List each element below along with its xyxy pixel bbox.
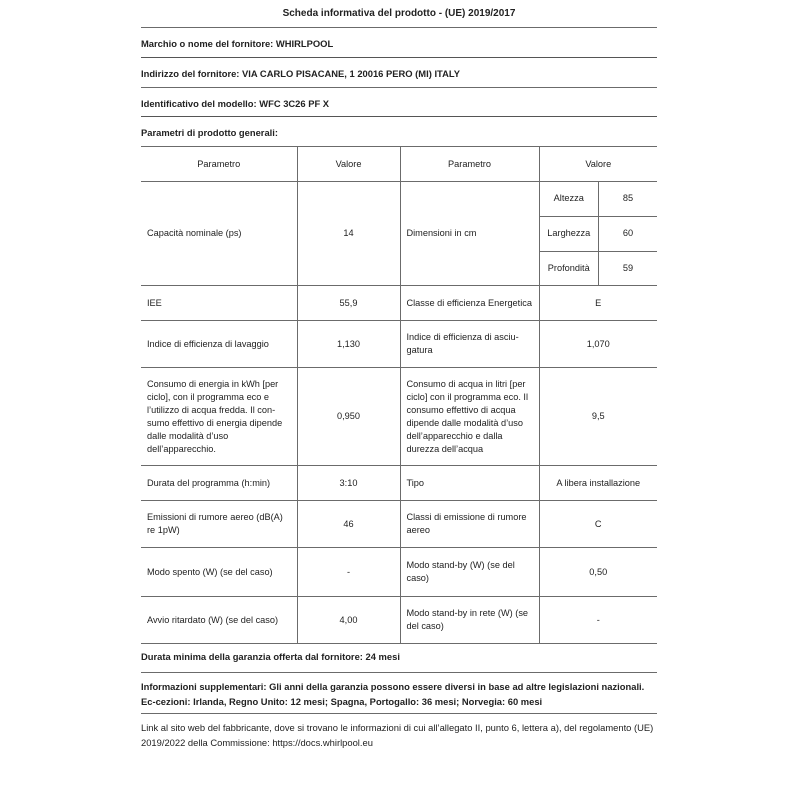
param-value: A libera installazione <box>539 466 657 501</box>
divider <box>141 27 657 28</box>
dimension-value: 59 <box>599 251 658 285</box>
dimensions-subtable <box>540 182 658 285</box>
supplementary-info: Informazioni supplementari: Gli anni della garanzia possono essere diversi in base ad altre legislazioni nazionali. Ec-cezioni: Irlanda, Regno Unito: 12 mesi; Spagna, Portogallo: 36 mesi; Norvegia: 60 mesi <box>141 681 645 707</box>
param-value: 0,50 <box>539 548 657 597</box>
param-value: 14 <box>297 182 400 286</box>
supplier-address: Indirizzo del fornitore: VIA CARLO PISACANE, 1 20016 PERO (MI) ITALY <box>141 68 460 79</box>
param-label: Durata del programma (h:min) <box>141 466 297 501</box>
param-value: 3:10 <box>297 466 400 501</box>
header-cell: Valore <box>539 147 657 182</box>
table-row <box>141 286 657 321</box>
param-label: Tipo <box>400 466 539 501</box>
divider <box>141 713 657 714</box>
table-row <box>141 321 657 368</box>
table-row <box>141 548 657 597</box>
header-cell: Parametro <box>400 147 539 182</box>
header-cell: Parametro <box>141 147 297 182</box>
param-value: - <box>297 548 400 597</box>
param-label: Modo stand-by (W) (se del caso) <box>400 548 539 597</box>
document-title: Scheda informativa del prodotto - (UE) 2019/2017 <box>282 8 516 19</box>
param-value: 46 <box>297 501 400 548</box>
header-cell: Valore <box>297 147 400 182</box>
table-header-row <box>141 147 657 182</box>
parameters-table <box>141 146 657 644</box>
param-value: C <box>539 501 657 548</box>
divider <box>141 672 657 673</box>
dimension-row <box>540 251 658 285</box>
param-label: Modo spento (W) (se del caso) <box>141 548 297 597</box>
dimension-label: Larghezza <box>540 216 599 251</box>
divider <box>141 116 657 117</box>
param-label: Indice di efficienza di asciu-gatura <box>400 321 539 368</box>
dimension-row <box>540 182 658 216</box>
param-value: 55,9 <box>297 286 400 321</box>
dimensions-cell <box>539 182 657 286</box>
model-identifier: Identificativo del modello: WFC 3C26 PF X <box>141 98 330 109</box>
param-value: E <box>539 286 657 321</box>
table-row <box>141 182 657 286</box>
supplier-name: Marchio o nome del fornitore: WHIRLPOOL <box>141 38 334 49</box>
divider <box>141 57 657 58</box>
table-row <box>141 466 657 501</box>
table-row <box>141 501 657 548</box>
table-row <box>141 597 657 644</box>
param-label: Emissioni di rumore aereo (dB(A) re 1pW) <box>141 501 297 548</box>
table-row <box>141 368 657 466</box>
divider <box>141 87 657 88</box>
param-label: Classe di efficienza Energetica <box>400 286 539 321</box>
dimension-label: Altezza <box>540 182 599 216</box>
param-label: Classi di emissione di rumore aereo <box>400 501 539 548</box>
dimension-label: Profondità <box>540 251 599 285</box>
warranty-duration: Durata minima della garanzia offerta dal fornitore: 24 mesi <box>141 651 400 662</box>
param-value: 1,130 <box>297 321 400 368</box>
section-title: Parametri di prodotto generali: <box>141 127 278 138</box>
param-label: Dimensioni in cm <box>400 182 539 286</box>
param-label: Modo stand-by in rete (W) (se del caso) <box>400 597 539 644</box>
dimension-row <box>540 216 658 251</box>
param-label: Avvio ritardato (W) (se del caso) <box>141 597 297 644</box>
param-value: 0,950 <box>297 368 400 466</box>
manufacturer-link-text: Link al sito web del fabbricante, dove si trovano le informazioni di cui all’allegato II, punto 6, lettera a), del regolamento (UE) 2019/2022 della Commissione: https://docs.whirlpool.eu <box>141 722 654 748</box>
param-label: Consumo di acqua in litri [per ciclo] con il programma eco. Il consumo effettivo di acqua dipende dalle modalità d’uso dell’apparecchio e dalla durezza dell’acqua <box>400 368 539 466</box>
param-label: Capacità nominale (ps) <box>141 182 297 286</box>
dimension-value: 85 <box>599 182 658 216</box>
param-value: 1,070 <box>539 321 657 368</box>
param-value: 9,5 <box>539 368 657 466</box>
param-value: 4,00 <box>297 597 400 644</box>
dimension-value: 60 <box>599 216 658 251</box>
param-value: - <box>539 597 657 644</box>
param-label: Indice di efficienza di lavaggio <box>141 321 297 368</box>
param-label: Consumo di energia in kWh [per ciclo], con il programma eco e l’utilizzo di acqua fredda. Il con-sumo effettivo di energia dipende dalle modalità d’uso dell’apparecchio. <box>141 368 297 466</box>
param-label: IEE <box>141 286 297 321</box>
